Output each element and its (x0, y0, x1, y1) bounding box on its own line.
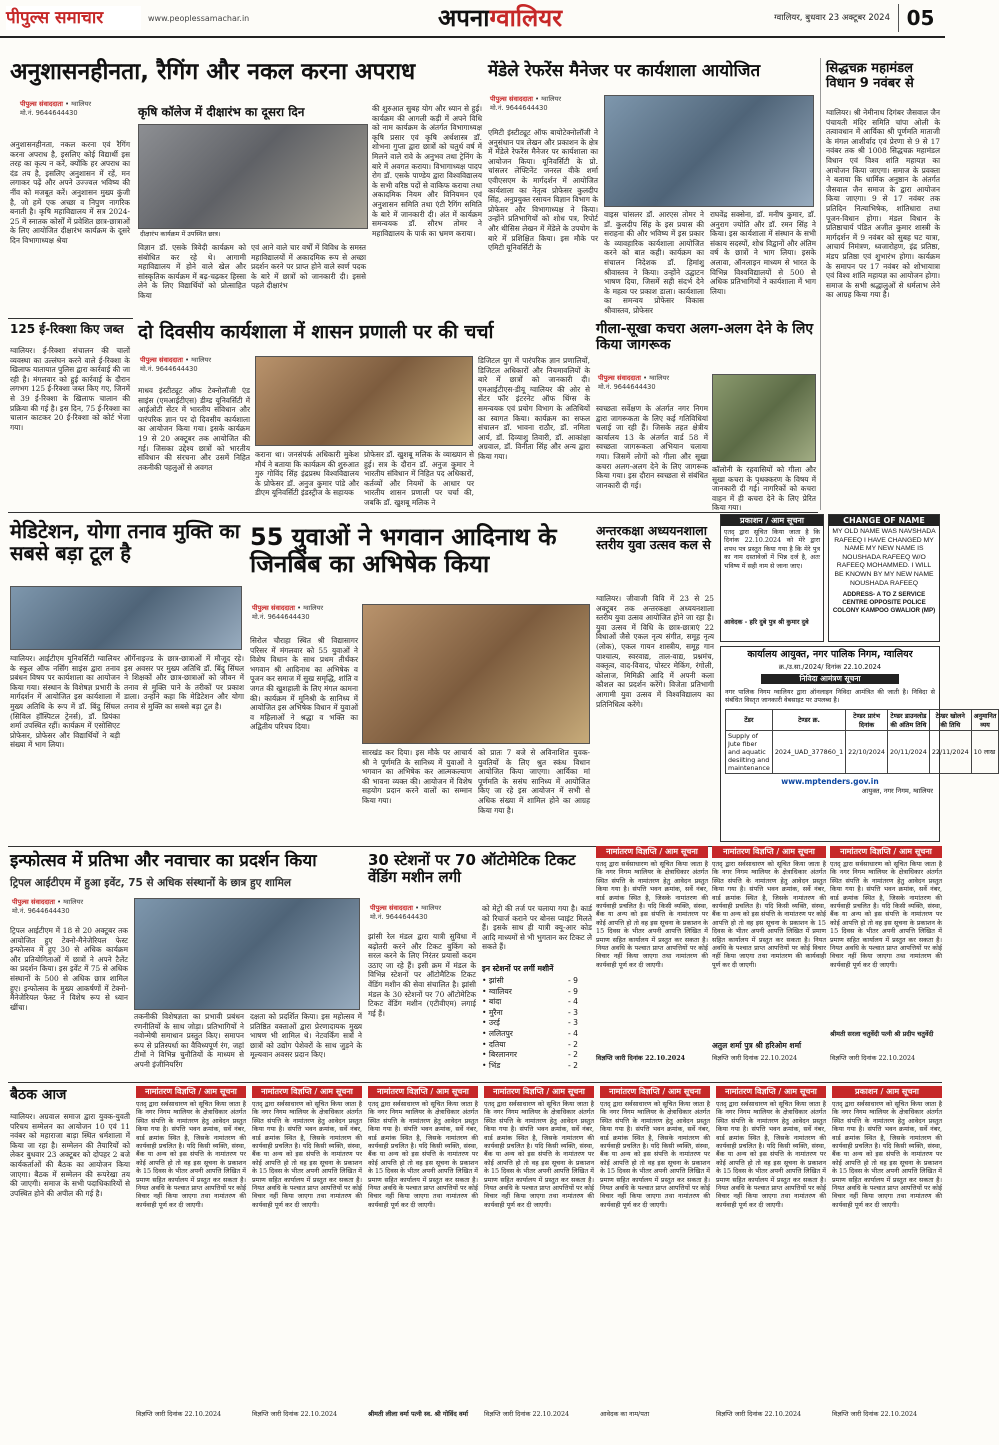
tender-header-cell: अनुमानित व्यय (971, 709, 999, 730)
station-name: • मुरैना (482, 1007, 503, 1017)
boxed-notice-name: आवेदक - हरि दुबे पुत्र श्री कुमार दुबे (724, 618, 809, 626)
station-row (482, 1061, 592, 1072)
change-of-name (828, 514, 940, 642)
story2-byline: पीपुल्स संवाददाता • ग्वालियर मो.नं. 9644644430 (490, 95, 562, 112)
notices-top-area (596, 846, 942, 1078)
story11-headline: 30 स्टेशनों पर 70 ऑटोमेटिक टिकट वेंडिंग मशीन लगी (368, 851, 576, 886)
story10-bureau: पीपुल्स संवाददाता (12, 898, 56, 906)
story11-city: ग्वालियर (421, 904, 442, 912)
story8-byline: पीपुल्स संवाददाता • ग्वालियर मो.नं. 9644644430 (252, 604, 324, 621)
bottom-notice-body: एतद् द्वारा सर्वसाधारण को सूचित किया जाता है कि नगर निगम ग्वालियर के क्षेत्राधिकार अंतर्गत स्थित संपत्ति के नामांतरण हेतु आवेदन प्रस्तुत किया गया है। संपत्ति भवन क्रमांक, सर्वे नंबर, वार्ड क्रमांक स्थित है, जिसके नामांतरण की कार्यवाही प्रचलित है। यदि किसी व्यक्ति, संस्था, बैंक या अन्य को इस संपत्ति के नामांतरण पर कोई आपत्ति हो तो वह इस सूचना के प्रकाशन के 15 दिवस के भीतर अपनी आपत्ति लिखित में प्रमाण सहित कार्यालय में प्रस्तुत कर सकता है। नियत अवधि के पश्चात प्राप्त आपत्तियों पर कोई विचार नहीं किया जाएगा तथा नामांतरण की कार्यवाही पूर्ण कर दी जाएगी। (600, 1100, 710, 1209)
bottom-notice-header: नामांतरण विज्ञप्ति / आम सूचना (368, 1086, 478, 1098)
tender-cell: 22/10/2024 (846, 730, 888, 773)
story12-headline: बैठक आज (10, 1087, 67, 1103)
tender-table-row (726, 730, 999, 773)
station-count: - 3 (568, 1007, 578, 1017)
story5-bureau: पीपुल्स संवाददाता (140, 356, 184, 364)
story4-body: ग्वालियर। ई-रिक्शा संचालन की चालों व्यवस्था का उल्लंघन करने वाले ई-रिक्शा के खिलाफ यातायात पुलिस द्वारा कार्रवाई की जा रही है। मंगलवार को हुई कार्रवाई के दौरान लगभग 125 ई-रिक्शा जब्त किए गए, जिनमें से 39 ई-रिक्शा के खिलाफ चालान की प्रक्रिया की गई है। इस दिन, 75 ई-रिक्शा का चालान काटकर 20 ई-रिक्शा को कोर्ट भेजा गया। (10, 346, 130, 432)
story3-headline: सिद्धचक्र महामंडल विधान 9 नवंबर से (826, 61, 914, 91)
story1-headline: अनुशासनहीनता, रैगिंग और नकल करना अपराध (10, 59, 416, 85)
tender-notice (720, 646, 997, 842)
tender-header-cell: टेंडर (726, 709, 773, 730)
story3-body: ग्वालियर। श्री नेमीनाथ दिगंबर जैसवाल जैन पंचायती मंदिर समिति चांपा ओली के तत्वावधान में आर्यिका श्री पूर्णमति माताजी के मंगल आशीर्वाद एवं प्रेरणा से 9 से 17 नवंबर तक श्री 1008 सिद्धचक्र महामंडल विधान एवं विश्व शांति महायज्ञ का आयोजन किया जाएगा। समाज के प्रवक्ता ने बताया कि धार्मिक अनुष्ठान के अंतर्गत जैसवाल जैन समाज के द्वारा आयोजन किया जाएगा। 9 से 17 नवंबर तक प्रतिदिन नित्याभिषेक, शांतिधारा तथा पूजन-विधान होगा। मंडल विधान के प्रतिष्ठाचार्य पंडित अजीत कुमार शास्त्री के मार्गदर्शन में 9 नवंबर को सुबह घट यात्रा, आचार्य निमंत्रण, ध्वजारोहण, इंद्र प्रतिष्ठा, मंडप प्रतिष्ठा एवं शुभारंभ होगा। कार्यक्रम के समापन पर 17 नवंबर को शोभायात्रा एवं विश्व शांति महायज्ञ का आयोजन होगा। समाज के सभी श्रद्धालुओं से धर्मलाभ लेने का आग्रह किया गया है। (826, 108, 940, 300)
change-of-name-title: CHANGE OF NAME (829, 515, 939, 526)
story6-mobile: मो.नं. 9644644430 (598, 383, 656, 391)
story6-bureau: पीपुल्स संवाददाता (598, 374, 642, 382)
tender-cell: Supply of Jute fiber and aquatic desilting and maintenance (726, 730, 773, 773)
station-count: - 9 (568, 976, 578, 985)
story6-col2: कॉलोनी के रहवासियों को गीला और सूखा कचरा के पृथक्करण के विषय में जानकारी दी गई। नागरिकों को कचरा वाहन में ही कचरा देने के लिए प्रेरित किया गया। (712, 465, 816, 513)
bottom-notice-header: प्रकाशन / आम सूचना (832, 1086, 942, 1098)
story10-byline: पीपुल्स संवाददाता • ग्वालियर मो.नं. 9644644430 (12, 898, 84, 915)
notice-col-c-header: नामांतरण विज्ञप्ति / आम सूचना (830, 846, 942, 858)
story5-headline: दो दिवसीय कार्यशाला में शासन प्रणाली पर की चर्चा (138, 321, 494, 343)
story2-mobile: मो.नं. 9644644430 (490, 104, 548, 112)
story1-subhead: कृषि कॉलेज में दीक्षारंभ का दूसरा दिन (138, 105, 305, 119)
story11-byline: पीपुल्स संवाददाता • ग्वालियर मो.नं. 9644644430 (370, 904, 442, 921)
story5-byline: पीपुल्स संवाददाता • ग्वालियर मो.नं. 9644644430 (140, 356, 212, 373)
bottom-notice-date: विज्ञप्ति जारी दिनांक 22.10.2024 (716, 1410, 802, 1418)
station-count: - 9 (568, 986, 578, 996)
notice-col-b-date: विज्ञप्ति जारी दिनांक 22.10.2024 (712, 1054, 798, 1062)
story11-col1: झांसी रेल मंडल द्वारा यात्री सुविधा में बढ़ोतरी करने और टिकट बुकिंग को सरल करने के लिए निरंतर प्रयासों कदम उठाए जा रहे हैं। इसी क्रम में मंडल के विभिन्न स्टेशनों पर ऑटोमैटिक टिकट वेंडिंग मशीन की सेवा संचालित है। झांसी मंडल के 30 स्टेशनों पर 70 ऑटोमेटिक टिकट वेंडिंग मशीन (एटीवीएम) लगाई गई हैं। (368, 932, 476, 1018)
tender-cell: 22/11/2024 (929, 730, 971, 773)
story5-col1: माधव इंस्टीट्यूट ऑफ टेक्नोलॉजी एंड साइंस (एमआईटीएस) डीम्ड यूनिवर्सिटी में आईओटी सेंटर में भारतीय संविधान और पारंपरिक ज्ञान पर दो दिवसीय कार्यशाला का आयोजन किया गया। इसके कार्यक्रम 19 से 20 अक्टूबर तक आयोजित की गई। जिसका उद्देश्य छात्रों को भारतीय संविधान की संरचना और उसमें निहित तकनीकी पहलुओं से अवगत (138, 386, 250, 472)
station-row (482, 1018, 592, 1029)
bottom-notice-signoff: आवेदक का नाम/पता (600, 1410, 650, 1418)
station-name: • झांसी (482, 976, 504, 985)
station-row (482, 1029, 592, 1040)
station-list (482, 976, 592, 1071)
story12-body: ग्वालियर। अग्रवाल समाज द्वारा युवक-युवती परिचय सम्मेलन का आयोजन 10 एवं 11 नवंबर को महाराजा बाड़ा स्थित धर्मशाला में किया जा रहा है। सम्मेलन की तैयारियों को लेकर बुधवार 23 अक्टूबर को दोपहर 2 बजे कार्यकर्ताओं की बैठक का आयोजन किया जाएगा। बैठक में सम्मेलन की रूपरेखा तय की जाएगी। समाज के सभी पदाधिकारियों से उपस्थित होने की अपील की गई है। (10, 1112, 130, 1198)
bottom-notice-header: नामांतरण विज्ञप्ति / आम सूचना (136, 1086, 246, 1098)
story9-body: ग्वालियर। जीवाजी विवि में 23 से 25 अक्टूबर तक अन्तरकक्षा अध्ययनशाला स्तरीय युवा उत्सव आयोजित होने जा रहा है। युवा उत्सव में विधि के छात्र-छात्राएं 22 विधाओं जैसे एकल नृत्य संगीत, समूह नृत्य (लोक), एकल गायन शास्त्रीय, समूह गान पाश्चात्य, स्वरवाद्य, ताल-वाद्य, प्रश्नमंच, वक्तृत्व, वाद-विवाद, पोस्टर मेकिंग, रंगोली, कोलाज, मिमिक्री आदि में अपनी कला कौशल का प्रदर्शन करेंगे। विजेता प्रतिभागी आगामी युवा उत्सव में विश्वविद्यालय का प्रतिनिधित्व करेंगे। (596, 594, 714, 709)
story10-col2: तकनीकी विशेषज्ञता का प्रभावी प्रबंधन रणनीतियों के साथ जोड़ा। प्रतिभागियों ने नवोन्मेषी समाधान प्रस्तुत किए। समापन रूप से प्रतिस्पर्धा का वैविध्यपूर्ण रंग, जहां टीमों ने विभिन्न चुनौतियों के माध्यम से अपनी इंजीनियरिंग (134, 1012, 244, 1069)
story7-col2: ऑर्गेनाइज्ड के छात्र-छात्राओं में मौजूद रहे। इस अवसर पर मुख्य अतिथि डॉ. बिंदु सिंघल ने शिक्षकों और छात्र-छात्राओं को जीवन में तनाव से मुक्ति पाने के तरीकों पर प्रकाश डाला। उन्होंने कहा कि मेडिटेशन और योगा तनाव से मुक्ति का सबसे बड़ा टूल है। (124, 654, 244, 711)
story4-divider (8, 318, 133, 319)
station-count: - 2 (568, 1050, 578, 1060)
station-row (482, 1050, 592, 1061)
section-title (400, 0, 600, 36)
story2-city: ग्वालियर (541, 95, 562, 103)
story10-col1: ट्रिपल आईटीएम में 18 से 20 अक्टूबर तक आयोजित हुए टेक्नो-मैनेजेरियल फेस्ट इन्फोत्सव में हुए 30 से अधिक कार्यक्रम और प्रतियोगिताओं में छात्रों ने अपने टैलेंट का प्रदर्शन किया। इस इवेंट में 75 से अधिक संस्थानों के 500 से अधिक छात्र शामिल हुए। इन्फोत्सव के मुख्य आकर्षणों में टेक्नो-मैनेजेरियल फेस्ट ने विशेष रूप से ध्यान खींचा। (10, 926, 128, 1012)
story1-mobile: मो.नं. 9644644430 (20, 109, 78, 117)
story8-col3: सारखंड कर दिया। इस मौके पर आचार्य श्री ने पूर्णमति के सानिध्य में युवाओं ने भगवान का अभिषेक कर आत्मकल्याण की भावना व्यक्त की। आयोजन में विशेष सहयोग प्रदान करने वालों का सम्मान किया गया। (362, 748, 472, 805)
station-name: • बिरलानगर (482, 1050, 518, 1060)
masthead (0, 0, 945, 38)
story8-city: ग्वालियर (303, 604, 324, 612)
tender-cell: 10 लाख (971, 730, 999, 773)
bottom-notice-date: विज्ञप्ति जारी दिनांक 22.10.2024 (484, 1410, 570, 1418)
page-number: 05 (898, 4, 942, 32)
station-name: • भिंड (482, 1060, 501, 1070)
bottom-notice-date: विज्ञप्ति जारी दिनांक 22.10.2024 (136, 1410, 222, 1418)
story4-headline: 125 ई-रिक्शा किए जब्त (10, 322, 124, 336)
story8-bureau: पीपुल्स संवाददाता (252, 604, 296, 612)
paper-logo (6, 6, 141, 30)
station-name: • उरई (482, 1018, 500, 1028)
notice-col-a-date: विज्ञप्ति जारी दिनांक 22.10.2024 (596, 1054, 686, 1062)
tender-signoff: आयुक्त, नगर निगम, ग्वालियर (861, 786, 933, 795)
tender-table-header (726, 709, 999, 730)
station-name: • ललितपुर (482, 1028, 513, 1038)
tender-website[interactable]: www.mptenders.gov.in (781, 776, 879, 786)
row2-divider (8, 512, 818, 513)
story8-col4: को प्रातः 7 बजे से अविनाशित युवक-युवतियों के लिए श्रुत स्कंध विधान आयोजित किया जाएगा। आर्यिका मां पूर्णमति के ससंघ सानिध्य में आयोजित किए जा रहे इस आयोजन में सभी से अधिक संख्या में शामिल होने का आग्रह किया गया है। (478, 748, 590, 815)
station-row (482, 976, 592, 987)
boxed-notice (720, 514, 824, 642)
change-of-name-body: MY OLD NAME WAS NAVSHADA RAFEEQ I HAVE CHANGED MY NAME MY NEW NAME IS NOUSHADA RAFEEQ W/O RAFEEQ MOHAMMED. I WILL BE KNOWN BY MY NEW NAME NOUSHADA RAFEEQ (832, 528, 936, 587)
tender-cell: 2024_UAD_377860_1 (772, 730, 845, 773)
station-table (482, 964, 592, 1076)
story1-col4: की शुरुआत सुबह योग और ध्यान से हुई। कार्यक्रम की आगली कड़ी में अपने विधि को नाम कार्यक्रम के अंतर्गत विभागाध्यक्ष कृषि प्रसार एवं कृषि अर्थशास्त्र डॉ. शोभना गुप्ता द्वारा छात्रों को चतुर्थ वर्ष में मिलने वाले रावे के अनुभव तथा ट्रेनिंग के बारे में अवगत कराया। विभागाध्यक्ष पादप रोग डॉ. एसके पाण्डेय द्वारा विश्वविद्यालय के सभी वरिष्ठ पदों से वाकिफ कराया तथा अकादमिक नियम और विनियमन एवं अनुशासन समिति तथा एंटी रैगिंग समिति के बारे में जानकारी दी। अंत में कार्यक्रम समन्वयक डॉ. सौरभ तोमर ने महाविद्यालय के पार्क का भ्रमण कराया। (372, 104, 482, 238)
station-count: - 4 (568, 997, 578, 1007)
story7-headline: मेडिटेशन, योगा तनाव मुक्ति का सबसे बड़ा टूल है (10, 519, 240, 566)
story1-col1: अनुशासनहीनता, नकल करना एवं रैगिंग करना अपराध है, इसलिए कोई विद्यार्थी इस तरह का कृत्य न करें, क्योंकि हर अपराध का दंड तय है, इसलिए अनुशासन में रहें, मन लगाकर पढ़ें और अपने उज्ज्वल भविष्य की नींव को मजबूत करें। अनुशासन मुख्य कुंजी है, जो हमें एक अच्छा व निपुण नागरिक बनाती है। कृषि महाविद्यालय में सत्र 2024-25 में स्नातक कोर्सों में प्रवेशित छात्र-छात्राओं के लिए आयोजित दीक्षारंभ कार्यक्रम के दूसरे दिन विभागाध्यक्ष श्रेया (10, 140, 130, 245)
bottom-notice-date: विज्ञप्ति जारी दिनांक 22.10.2024 (252, 1410, 338, 1418)
story10-city: ग्वालियर (63, 898, 84, 906)
story8-photo (362, 604, 590, 744)
notice-col-a-header: नामांतरण विज्ञप्ति / आम सूचना (596, 846, 708, 858)
tender-body: नगर पालिक निगम ग्वालियर द्वारा ऑनलाइन निविदा आमंत्रित की जाती है। निविदा से संबंधित विस्तृत जानकारी वेबसाइट पर उपलब्ध है। (725, 688, 935, 705)
story1-col2: विज्ञान डॉ. एसके त्रिवेदी कार्यक्रम को संबोधित कर रहे थे। आगामी महाविद्यालय में होने वाले खेल और सांस्कृतिक कार्यक्रम में बढ़-चढ़कर हिस्सा लेने के लिए विद्यार्थियों को प्रोत्साहित किया (138, 243, 246, 300)
story6-byline: पीपुल्स संवाददाता • ग्वालियर मो.नं. 9644644430 (598, 374, 670, 391)
tender-header-cell: टेण्डर खोलने की तिथि (929, 709, 971, 730)
story10-subhead: ट्रिपल आईटीएम में हुआ इवेंट, 75 से अधिक संस्थानों के छात्र हुए शामिल (10, 877, 292, 889)
station-name: • बांदा (482, 997, 502, 1007)
bottom-notice-date: विज्ञप्ति जारी दिनांक 22.10.2024 (832, 1410, 918, 1418)
story1-col3: एवं आने वाले चार वर्षों में विविध के समस्त महाविद्यालयों में अकादमिक रूप से अच्छा प्रदर्शन करने पर प्राप्त होने वाले स्वर्ण पदक के बारे में छात्रों को जानकारी दी। इससे पहले दीक्षारंभ (251, 243, 366, 291)
section-city: ग्वालियर (489, 4, 563, 32)
story10-col3: दक्षता को प्रदर्शित किया। इस महोत्सव में प्रतिष्ठित वक्ताओं द्वारा प्रेरणादायक मुख्य भाषण भी शामिल थे। नेटवर्किंग सत्रों ने छात्रों को उद्योग पेशेवरों के साथ जुड़ने के मूल्यवान अवसर प्रदान किए। (250, 1012, 362, 1060)
story10-headline: इन्फोत्सव में प्रतिभा और नवाचार का प्रदर्शन किया (10, 851, 317, 871)
row4-divider (8, 1082, 942, 1083)
station-count: - 3 (568, 1018, 578, 1028)
tender-title: कार्यालय आयुक्त, नगर पालिक निगम, ग्वालियर (747, 649, 913, 660)
story8-mobile: मो.नं. 9644644430 (252, 613, 310, 621)
tender-header-cell: टेण्डर डाउनलोड की अंतिम तिथि (887, 709, 929, 730)
tender-subtitle: निविदा आमंत्रण सूचना (761, 674, 899, 684)
story2-col2: वाइस चांसलर डॉ. आरएस तोमर ने डॉ. कुलदीप सिंह के इस प्रयास की सराहना की और भविष्य में इस प्रकार के व्यावहारिक कार्यशाला आयोजित करने को बात कही। कार्यक्रम का संचालन निदेशक डॉ. हिमांशु श्रीवास्तव ने किया। उन्होंने उद्घाटन भाषण दिया, जिसमें सही संदर्भ देने के महत्व पर प्रकाश डाला। कार्यशाला का समन्वय प्रोफेसर विकास श्रीवास्तव, प्रोफेसर (604, 210, 704, 315)
story2-bureau: पीपुल्स संवाददाता (490, 95, 534, 103)
bottom-notice-body: एतद् द्वारा सर्वसाधारण को सूचित किया जाता है कि नगर निगम ग्वालियर के क्षेत्राधिकार अंतर्गत स्थित संपत्ति के नामांतरण हेतु आवेदन प्रस्तुत किया गया है। संपत्ति भवन क्रमांक, सर्वे नंबर, वार्ड क्रमांक स्थित है, जिसके नामांतरण की कार्यवाही प्रचलित है। यदि किसी व्यक्ति, संस्था, बैंक या अन्य को इस संपत्ति के नामांतरण पर कोई आपत्ति हो तो वह इस सूचना के प्रकाशन के 15 दिवस के भीतर अपनी आपत्ति लिखित में प्रमाण सहित कार्यालय में प्रस्तुत कर सकता है। नियत अवधि के पश्चात प्राप्त आपत्तियों पर कोई विचार नहीं किया जाएगा तथा नामांतरण की कार्यवाही पूर्ण कर दी जाएगी। (484, 1100, 594, 1209)
tender-header-cell: टेण्डर प्रारंभ दिनांक (846, 709, 888, 730)
section-prefix: अपना (437, 4, 490, 32)
tender-cell: 20/11/2024 (887, 730, 929, 773)
station-row (482, 997, 592, 1008)
story1-photo (138, 124, 368, 229)
boxed-notice-body: एतद् द्वारा सूचित किया जाता है कि दिनांक 22.10.2024 को मेरे द्वारा शपथ पत्र प्रस्तुत किया गया है कि मेरे पुत्र का नाम दस्तावेजों में भिन्न दर्ज है, अतः भविष्य में सही नाम से जाना जाए। (724, 528, 820, 570)
right-column-rule (820, 58, 821, 510)
story11-col2: को मेट्रो की तर्ज पर चलाया गया है। कार्ड को रिचार्ज कराने पर बोनस प्वाइंट मिलते हैं। इसके साथ ही यात्री क्यू-आर कोड आदि माध्यमों से भी भुगतान कर टिकट ले सकते हैं। (482, 904, 593, 952)
story7-col1: ग्वालियर। आईटीएम यूनिवर्सिटी ग्वालियर के स्कूल ऑफ नर्सिंग साइंस द्वारा तनाव प्रबंधन विषय पर कार्यशाला का आयोजन किया गया। संस्थान के विशेषज्ञ प्रभारी के मार्गदर्शन में आयोजित इस कार्यशाला में मुख्य अतिथि के रूप में डॉ. बिंदु सिंघल (सिविल हॉस्पिटल ट्रेनर्स), डॉ. प्रियंका शर्मा उपस्थित रहीं। कार्यक्रम में एसोसिएट प्रोफेसर, प्रोफेसर और विद्यार्थियों ने बड़ी संख्या में भाग लिया। (10, 654, 120, 750)
change-of-name-address: ADDRESS- A TO Z SERVICE CENTRE OPPOSITE POLICE COLONY KAMPOO GWALIOR (MP) (832, 591, 936, 614)
story5-mobile: मो.नं. 9644644430 (140, 365, 198, 373)
notice-col-b-header: नामांतरण विज्ञप्ति / आम सूचना (712, 846, 826, 858)
story6-col1: स्वच्छता सर्वेक्षण के अंतर्गत नगर निगम द्वारा जागरूकता के लिए कई गतिविधियां चलाई जा रही हैं। जिसके तहत क्षेत्रीय कार्यालय 13 के अंतर्गत वार्ड 58 में स्वच्छता जागरूकता अभियान चलाया गया। जिसमें लोगों को गीला और सूखा कचरा अलग-अलग देने के लिए जागरूक किया गया। इस दौरान स्वच्छता से संबंधित जानकारी दी गई। (596, 404, 708, 490)
station-count: - 2 (568, 1060, 578, 1070)
story2-col3: राघवेंद्र सक्सेना, डॉ. मनीष कुमार, डॉ. अनुराग ज्योति और डॉ. रमन सिंह ने किया। इस कार्यशाला में संस्थान के सभी संकाय सदस्यों, शोध विद्वानों और अंतिम वर्ष के छात्रों ने भाग लिया। इसके अलावा, ऑनलाइन माध्यम से भारत के विभिन्न विश्वविद्यालयों से 500 से अधिक प्रतिभागियों ने कार्यशाला में भाग लिया। (710, 210, 816, 296)
station-name: • दतिया (482, 1039, 506, 1049)
bottom-notice-header: नामांतरण विज्ञप्ति / आम सूचना (716, 1086, 826, 1098)
story11-mobile: मो.नं. 9644644430 (370, 913, 428, 921)
story10-photo (134, 898, 360, 1010)
station-count: - 4 (568, 1028, 578, 1038)
bottom-notice-sign: श्रीमती लीला वर्मा पत्नी स्व. श्री गोविंद वर्मा (368, 1410, 469, 1418)
station-name: • ग्वालियर (482, 986, 512, 996)
story8-headline: 55 युवाओं ने भगवान आदिनाथ के जिनबिंब का अभिषेक किया (250, 523, 557, 578)
story1-bureau: पीपुल्स संवाददाता (20, 100, 64, 108)
tender-table (725, 709, 999, 774)
story5-col4: डिजिटल युग में पारंपरिक ज्ञान प्रणालियों, डिजिटल अधिकारों और नियमावलियों के बारे में छात्रों को जानकारी दी। एमआईटीएस-डीयू ग्वालियर की ओर से सेंटर फॉर इंटरनेट ऑफ थिंग्स के समन्वयक एवं प्रयोग विभाग के अतिथियों का स्वागत किया। कार्यक्रम का सफल संचालन डॉ. भावना राठौर, डॉ. नमिता आर्य, डॉ. दिव्याशु तिवारी, डॉ. आकांक्षा अग्रवाल, डॉ. विनीता सिंह और अन्य द्वारा किया गया। (478, 356, 590, 461)
story7-photo (10, 586, 242, 650)
story2-photo (604, 95, 814, 207)
story5-city: ग्वालियर (191, 356, 212, 364)
notice-col-c-date: विज्ञप्ति जारी दिनांक 22.10.2024 (830, 1054, 916, 1062)
dateline: ग्वालियर, बुधवार 23 अक्टूबर 2024 (774, 13, 890, 23)
bottom-notice-body: एतद् द्वारा सर्वसाधारण को सूचित किया जाता है कि नगर निगम ग्वालियर के क्षेत्राधिकार अंतर्गत स्थित संपत्ति के नामांतरण हेतु आवेदन प्रस्तुत किया गया है। संपत्ति भवन क्रमांक, सर्वे नंबर, वार्ड क्रमांक स्थित है, जिसके नामांतरण की कार्यवाही प्रचलित है। यदि किसी व्यक्ति, संस्था, बैंक या अन्य को इस संपत्ति के नामांतरण पर कोई आपत्ति हो तो वह इस सूचना के प्रकाशन के 15 दिवस के भीतर अपनी आपत्ति लिखित में प्रमाण सहित कार्यालय में प्रस्तुत कर सकता है। नियत अवधि के पश्चात प्राप्त आपत्तियों पर कोई विचार नहीं किया जाएगा तथा नामांतरण की कार्यवाही पूर्ण कर दी जाएगी। (368, 1100, 478, 1209)
story1-caption: दीक्षारंभ कार्यक्रम में उपस्थित छात्र। (140, 230, 221, 238)
bottom-notice-body: एतद् द्वारा सर्वसाधारण को सूचित किया जाता है कि नगर निगम ग्वालियर के क्षेत्राधिकार अंतर्गत स्थित संपत्ति के नामांतरण हेतु आवेदन प्रस्तुत किया गया है। संपत्ति भवन क्रमांक, सर्वे नंबर, वार्ड क्रमांक स्थित है, जिसके नामांतरण की कार्यवाही प्रचलित है। यदि किसी व्यक्ति, संस्था, बैंक या अन्य को इस संपत्ति के नामांतरण पर कोई आपत्ति हो तो वह इस सूचना के प्रकाशन के 15 दिवस के भीतर अपनी आपत्ति लिखित में प्रमाण सहित कार्यालय में प्रस्तुत कर सकता है। नियत अवधि के पश्चात प्राप्त आपत्तियों पर कोई विचार नहीं किया जाएगा तथा नामांतरण की कार्यवाही पूर्ण कर दी जाएगी। (832, 1100, 942, 1209)
bottom-notice-body: एतद् द्वारा सर्वसाधारण को सूचित किया जाता है कि नगर निगम ग्वालियर के क्षेत्राधिकार अंतर्गत स्थित संपत्ति के नामांतरण हेतु आवेदन प्रस्तुत किया गया है। संपत्ति भवन क्रमांक, सर्वे नंबर, वार्ड क्रमांक स्थित है, जिसके नामांतरण की कार्यवाही प्रचलित है। यदि किसी व्यक्ति, संस्था, बैंक या अन्य को इस संपत्ति के नामांतरण पर कोई आपत्ति हो तो वह इस सूचना के प्रकाशन के 15 दिवस के भीतर अपनी आपत्ति लिखित में प्रमाण सहित कार्यालय में प्रस्तुत कर सकता है। नियत अवधि के पश्चात प्राप्त आपत्तियों पर कोई विचार नहीं किया जाएगा तथा नामांतरण की कार्यवाही पूर्ण कर दी जाएगी। (136, 1100, 246, 1209)
story6-city: ग्वालियर (649, 374, 670, 382)
story2-headline: मेंडेले रेफरेंस मैनेजर पर कार्यशाला आयोजित (488, 61, 761, 81)
station-count: - 2 (568, 1039, 578, 1049)
station-row (482, 1040, 592, 1051)
bottom-notices (136, 1086, 942, 1436)
story1-city: ग्वालियर (71, 100, 92, 108)
notice-col-c-body: एतद् द्वारा सर्वसाधारण को सूचित किया जाता है कि नगर निगम ग्वालियर के क्षेत्राधिकार अंतर्गत स्थित संपत्ति के नामांतरण हेतु आवेदन प्रस्तुत किया गया है। संपत्ति भवन क्रमांक, सर्वे नंबर, वार्ड क्रमांक स्थित है, जिसके नामांतरण की कार्यवाही प्रचलित है। यदि किसी व्यक्ति, संस्था, बैंक या अन्य को इस संपत्ति के नामांतरण पर कोई आपत्ति हो तो वह इस सूचना के प्रकाशन के 15 दिवस के भीतर अपनी आपत्ति लिखित में प्रमाण सहित कार्यालय में प्रस्तुत कर सकता है। नियत अवधि के पश्चात प्राप्त आपत्तियों पर कोई विचार नहीं किया जाएगा तथा नामांतरण की कार्यवाही पूर्ण कर दी जाएगी। (830, 860, 942, 969)
notice-col-b-body: एतद् द्वारा सर्वसाधारण को सूचित किया जाता है कि नगर निगम ग्वालियर के क्षेत्राधिकार अंतर्गत स्थित संपत्ति के नामांतरण हेतु आवेदन प्रस्तुत किया गया है। संपत्ति भवन क्रमांक, सर्वे नंबर, वार्ड क्रमांक स्थित है, जिसके नामांतरण की कार्यवाही प्रचलित है। यदि किसी व्यक्ति, संस्था, बैंक या अन्य को इस संपत्ति के नामांतरण पर कोई आपत्ति हो तो वह इस सूचना के प्रकाशन के 15 दिवस के भीतर अपनी आपत्ति लिखित में प्रमाण सहित कार्यालय में प्रस्तुत कर सकता है। नियत अवधि के पश्चात प्राप्त आपत्तियों पर कोई विचार नहीं किया जाएगा तथा नामांतरण की कार्यवाही पूर्ण कर दी जाएगी। (712, 860, 826, 969)
station-row (482, 987, 592, 998)
story9-headline: अन्तरकक्षा अध्ययनशाला स्तरीय युवा उत्सव कल से (596, 523, 711, 552)
story5-photo (255, 356, 473, 446)
story5-col2: कराना था। जनसंपर्क अधिकारी मुकेश मौर्य ने बताया कि कार्यक्रम की शुरुआत गुरु गोविंद सिंह इंद्रप्रस्थ विश्वविद्यालय के प्रोफेसर डॉ. अनुज कुमार पांडे और डीएम यूनिवर्सिटी इंडस्ट्रीज के सहायक (255, 450, 359, 498)
notice-col-a-body: एतद् द्वारा सर्वसाधारण को सूचित किया जाता है कि नगर निगम ग्वालियर के क्षेत्राधिकार अंतर्गत स्थित संपत्ति के नामांतरण हेतु आवेदन प्रस्तुत किया गया है। संपत्ति भवन क्रमांक, सर्वे नंबर, वार्ड क्रमांक स्थित है, जिसके नामांतरण की कार्यवाही प्रचलित है। यदि किसी व्यक्ति, संस्था, बैंक या अन्य को इस संपत्ति के नामांतरण पर कोई आपत्ति हो तो वह इस सूचना के प्रकाशन के 15 दिवस के भीतर अपनी आपत्ति लिखित में प्रमाण सहित कार्यालय में प्रस्तुत कर सकता है। नियत अवधि के पश्चात प्राप्त आपत्तियों पर कोई विचार नहीं किया जाएगा तथा नामांतरण की कार्यवाही पूर्ण कर दी जाएगी। (596, 860, 708, 969)
boxed-notice-title: प्रकाशन / आम सूचना (721, 515, 823, 526)
station-table-title: इन स्टेशनों पर लगीं मशीनें (482, 964, 554, 973)
bottom-notice-header: नामांतरण विज्ञप्ति / आम सूचना (252, 1086, 362, 1098)
story10-mobile: मो.नं. 9644644430 (12, 907, 70, 915)
story8-col1: सिरोल चौराहा स्थित श्री विद्यासागर परिसर में मंगलवार को 55 युवाओं ने विशेष विधान के साथ प्रथम तीर्थंकर भगवान श्री आदिनाथ का अभिषेक व पूजन कर समाज में सुख समृद्धि, शांति व जगत की खुशहाली के लिए मंगल कामना की। कार्यक्रम में मुनिश्री के सानिध्य में आयोजित इस अभिषेक विधान में युवाओं व महिलाओं ने श्रद्धा व भक्ति का अद्वितीय परिचय दिया। (250, 636, 358, 732)
notice-col-b-sign: अतुल शर्मा पुत्र श्री हरिओम शर्मा (712, 1041, 802, 1050)
tender-header-cell: टेण्डर क्र. (772, 709, 845, 730)
story1-byline: पीपुल्स संवाददाता • ग्वालियर मो.नं. 9644644430 (20, 100, 92, 117)
story5-col3: प्रोफेसर डॉ. खुशबू मलिक के व्याख्यान से हुई। सत्र के दौरान डॉ. अनुज कुमार ने भारतीय संविधान में निहित पद अधिकारों, कर्तव्यों और नियमों के आधार पर भारतीय शासन प्रणाली पर चर्चा की, जबकि डॉ. खुशबू मलिक ने (364, 450, 474, 507)
story6-headline: गीला-सूखा कचरा अलग-अलग देने के लिए किया जागरूक (596, 321, 814, 353)
bottom-notice-header: नामांतरण विज्ञप्ति / आम सूचना (484, 1086, 594, 1098)
station-row (482, 1008, 592, 1019)
notice-col-c-sign: श्रीमती सरला चतुर्वेदी पत्नी श्री प्रदीप चतुर्वेदी (830, 1030, 934, 1038)
story6-photo (712, 374, 816, 462)
bottom-notice-body: एतद् द्वारा सर्वसाधारण को सूचित किया जाता है कि नगर निगम ग्वालियर के क्षेत्राधिकार अंतर्गत स्थित संपत्ति के नामांतरण हेतु आवेदन प्रस्तुत किया गया है। संपत्ति भवन क्रमांक, सर्वे नंबर, वार्ड क्रमांक स्थित है, जिसके नामांतरण की कार्यवाही प्रचलित है। यदि किसी व्यक्ति, संस्था, बैंक या अन्य को इस संपत्ति के नामांतरण पर कोई आपत्ति हो तो वह इस सूचना के प्रकाशन के 15 दिवस के भीतर अपनी आपत्ति लिखित में प्रमाण सहित कार्यालय में प्रस्तुत कर सकता है। नियत अवधि के पश्चात प्राप्त आपत्तियों पर कोई विचार नहीं किया जाएगा तथा नामांतरण की कार्यवाही पूर्ण कर दी जाएगी। (716, 1100, 826, 1209)
website: www.peoplessamachar.in (148, 14, 250, 23)
story2-col1: एमिटी इंस्टीट्यूट ऑफ बायोटेक्नोलॉजी ने अनुसंधान पत्र लेखन और प्रकाशन के क्षेत्र में मेंडेले रेफरेंस मैनेजर पर कार्यशाला का आयोजन किया। यूनिवर्सिटी के प्रो. चांसलर लेफ्टिनेंट जनरल वीके शर्मा एवीएसएम के मार्गदर्शन में आयोजित कार्यशाला का नेतृत्व प्रोफेसर कुलदीप सिंह, अनुप्रयुक्त रसायन विज्ञान विभाग के प्रोफेसर और विभागाध्यक्ष ने किया। उन्होंने प्रतिभागियों को शोध पत्र, रिपोर्ट और थीसिस लेखन में मेंडेले के उपयोग के बारे में प्रशिक्षित किया। इस मौके पर एमिटी यूनिवर्सिटी के (488, 128, 598, 253)
bottom-notice-header: नामांतरण विज्ञप्ति / आम सूचना (600, 1086, 710, 1098)
tender-ref: क्र./उ.सा./2024/ दिनांक 22.10.2024 (778, 663, 882, 671)
story11-bureau: पीपुल्स संवाददाता (370, 904, 414, 912)
bottom-notice-body: एतद् द्वारा सर्वसाधारण को सूचित किया जाता है कि नगर निगम ग्वालियर के क्षेत्राधिकार अंतर्गत स्थित संपत्ति के नामांतरण हेतु आवेदन प्रस्तुत किया गया है। संपत्ति भवन क्रमांक, सर्वे नंबर, वार्ड क्रमांक स्थित है, जिसके नामांतरण की कार्यवाही प्रचलित है। यदि किसी व्यक्ति, संस्था, बैंक या अन्य को इस संपत्ति के नामांतरण पर कोई आपत्ति हो तो वह इस सूचना के प्रकाशन के 15 दिवस के भीतर अपनी आपत्ति लिखित में प्रमाण सहित कार्यालय में प्रस्तुत कर सकता है। नियत अवधि के पश्चात प्राप्त आपत्तियों पर कोई विचार नहीं किया जाएगा तथा नामांतरण की कार्यवाही पूर्ण कर दी जाएगी। (252, 1100, 362, 1209)
paper-logo-text: पीपुल्स समाचार (6, 8, 104, 28)
